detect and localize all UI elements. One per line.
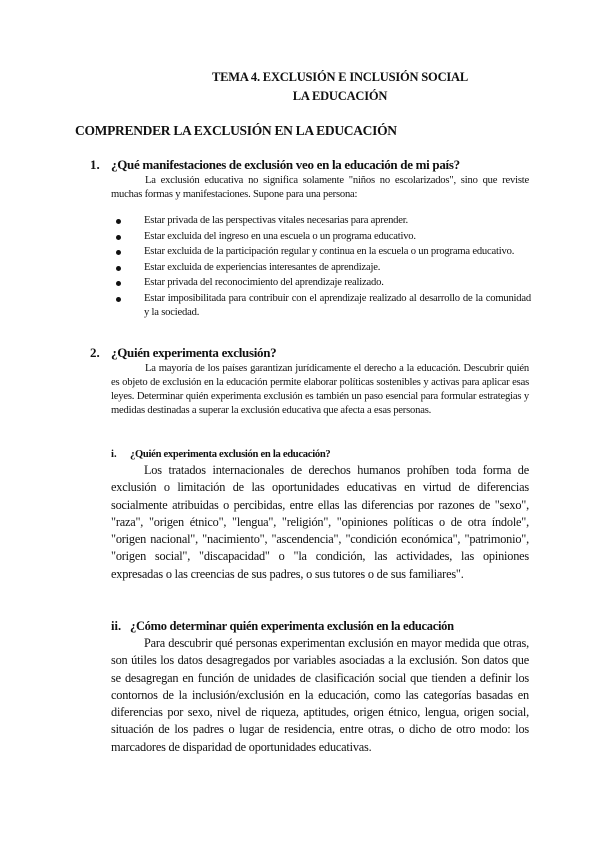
question-2-number: 2. bbox=[90, 345, 100, 360]
list-item: Estar excluida de la participación regular y continua en la escuela o un programa educativo. bbox=[111, 245, 531, 259]
list-item: Estar imposibilitada para contribuir con el aprendizaje realizado al desarrollo de la comunidad y la sociedad. bbox=[111, 292, 531, 320]
subsection-i-heading: ¿Quién experimenta exclusión en la educación? bbox=[130, 449, 331, 460]
subsection-ii-number: ii. bbox=[111, 619, 122, 633]
bullet-icon bbox=[116, 266, 121, 271]
bullet-icon bbox=[116, 281, 121, 286]
section-heading: COMPRENDER LA EXCLUSIÓN EN LA EDUCACIÓN bbox=[75, 123, 397, 138]
exclusion-bullet-list bbox=[111, 214, 531, 321]
question-1-paragraph: La exclusión educativa no significa solamente "niños no escolarizados", sino que reviste muchas formas y manifestaciones. Supone para una persona: bbox=[111, 175, 529, 200]
list-item: Estar privada de las perspectivas vitales necesarias para aprender. bbox=[111, 214, 531, 228]
question-2-heading: ¿Quién experimenta exclusión? bbox=[111, 345, 277, 360]
list-item: Estar privada del reconocimiento del aprendizaje realizado. bbox=[111, 276, 531, 290]
bullet-icon bbox=[116, 219, 121, 224]
question-1-number: 1. bbox=[90, 157, 100, 172]
question-1-heading: ¿Qué manifestaciones de exclusión veo en la educación de mi país? bbox=[111, 157, 460, 172]
question-2-paragraph: La mayoría de los países garantizan jurídicamente el derecho a la educación. Descubrir quién es objeto de exclusión en la educación permite elaborar políticas sostenibles y activas para aplicar esas leyes. Determinar quién experimenta exclusión es también un paso esencial para formular estrategias y medidas destinadas a superar la exclusión educativa que afecta a esas personas. bbox=[111, 363, 529, 416]
list-item: Estar excluida de experiencias interesantes de aprendizaje. bbox=[111, 261, 531, 275]
subsection-i-paragraph: Los tratados internacionales de derechos humanos prohíben toda forma de exclusión o limitación de las oportunidades educativas en virtud de diferencias socialmente atribuidas o percibidas, entre ellas las diferencias por razones de "sexo", "raza", "origen étnico", "lengua", "religión", "opiniones políticas o de otra índole", "origen nacional", "nacimiento", "ascendencia", "condición económica", "patrimonio", "origen social", "discapacidad" o "la condición, las actividades, las opiniones expresadas o las creencias de sus padres, o sus tutores o de sus familiares". bbox=[111, 463, 529, 581]
list-item: Estar excluida del ingreso en una escuela o un programa educativo. bbox=[111, 230, 531, 244]
bullet-icon bbox=[116, 235, 121, 240]
document-title-line1: TEMA 4. EXCLUSIÓN E INCLUSIÓN SOCIAL bbox=[211, 70, 469, 84]
bullet-icon bbox=[116, 250, 121, 255]
document-title-line2: LA EDUCACIÓN bbox=[292, 89, 388, 103]
subsection-ii-paragraph: Para descubrir qué personas experimentan exclusión en mayor medida que otras, son útiles los datos desagregados por variables asociadas a la exclusión. Son datos que se desagregan en función de unidades de clasificación social que tienden a definir los contornos de la inclusión/exclusión en la educación, como las categorías basadas en diferencias por sexo, nivel de riqueza, aptitudes, origen étnico, lengua, origen social, situación de los padres o lugar de residencia, entre otras, o dicho de otro modo: los marcadores de disparidad de oportunidades educativas. bbox=[111, 636, 529, 754]
subsection-ii-heading: ¿Cómo determinar quién experimenta exclusión en la educación bbox=[130, 619, 454, 633]
subsection-i-number: i. bbox=[111, 449, 117, 460]
bullet-icon bbox=[116, 297, 121, 302]
